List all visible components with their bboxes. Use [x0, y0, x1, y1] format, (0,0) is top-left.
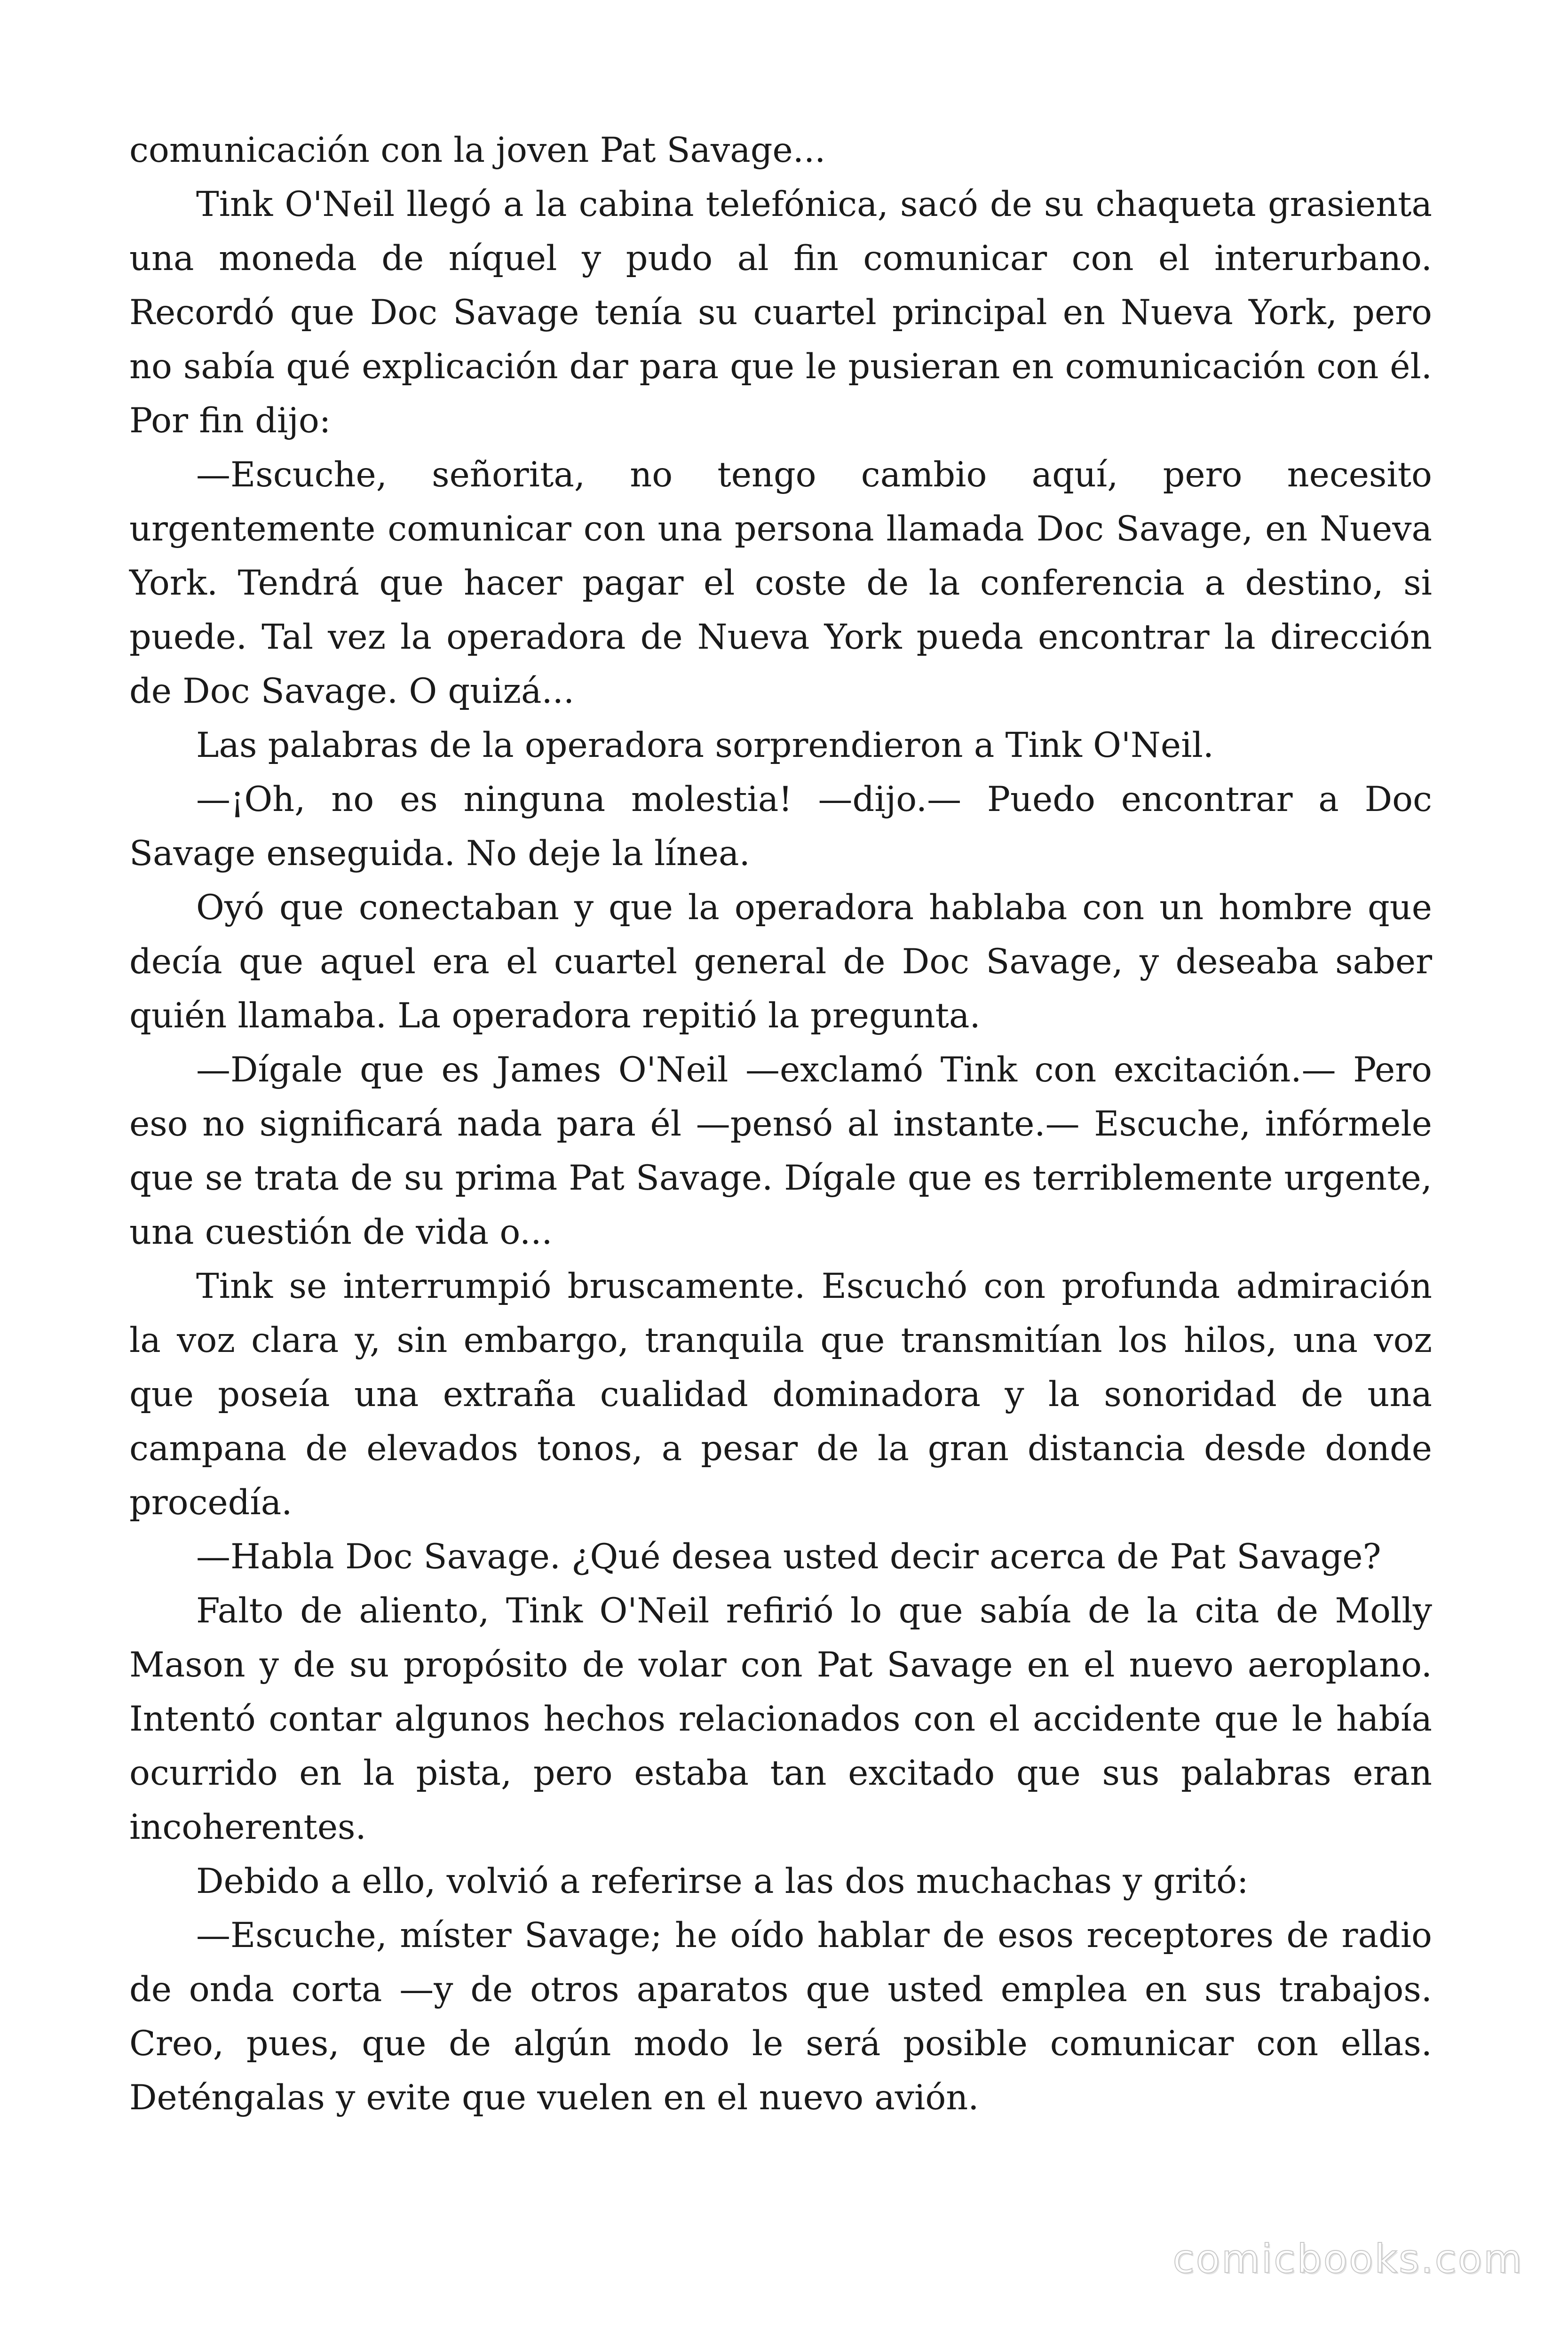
page-text: [129, 123, 1432, 2125]
paragraph: Las palabras de la operadora sorprendieron a Tink O'Neil.: [196, 725, 1214, 765]
paragraph: —Escuche, señorita, no tengo cambio aquí, pero necesito urgentemente comunicar con una persona llamada Doc Savage, en Nueva York. Tendrá que hacer pagar el coste de la conferencia a destino, si puede. Tal vez la operadora de Nueva York pueda encontrar la dirección de Doc Savage. O quizá...: [129, 455, 1432, 711]
paragraph: —Escuche, míster Savage; he oído hablar de esos receptores de radio de onda corta —y de otros aparatos que usted emplea en sus trabajos. Creo, pues, que de algún modo le será posible comunicar con ellas. Deténgalas y evite que vuelen en el nuevo avión.: [129, 1915, 1432, 2118]
paragraph: —Dígale que es James O'Neil —exclamó Tink con excitación.— Pero eso no significará nada para él —pensó al instante.— Escuche, infórmele que se trata de su prima Pat Savage. Dígale que es terriblemente urgente, una cuestión de vida o...: [129, 1050, 1432, 1252]
paragraph: comunicación con la joven Pat Savage...: [129, 130, 826, 170]
paragraph: Oyó que conectaban y que la operadora hablaba con un hombre que decía que aquel era el cuartel general de Doc Savage, y deseaba saber quién llamaba. La operadora repitió la pregunta.: [129, 888, 1432, 1036]
paragraph: —Habla Doc Savage. ¿Qué desea usted decir acerca de Pat Savage?: [196, 1537, 1381, 1577]
paragraph: Tink se interrumpió bruscamente. Escuchó con profunda admiración la voz clara y, sin embargo, tranquila que transmitían los hilos, una voz que poseía una extraña cualidad dominadora y la sonoridad de una campana de elevados tonos, a pesar de la gran distancia desde donde procedía.: [129, 1266, 1432, 1523]
watermark: comicbooks.com: [1172, 2236, 1523, 2282]
paragraph: Tink O'Neil llegó a la cabina telefónica, sacó de su chaqueta grasienta una moneda de níquel y pudo al fin comunicar con el interurbano. Recordó que Doc Savage tenía su cuartel principal en Nueva York, pero no sabía qué explicación dar para que le pusieran en comunicación con él. Por fin dijo:: [129, 184, 1432, 441]
paragraph: Falto de aliento, Tink O'Neil refirió lo que sabía de la cita de Molly Mason y de su propósito de volar con Pat Savage en el nuevo aeroplano. Intentó contar algunos hechos relacionados con el accidente que le había ocurrido en la pista, pero estaba tan excitado que sus palabras eran incoherentes.: [129, 1591, 1432, 1847]
paragraph: —¡Oh, no es ninguna molestia! —dijo.— Puedo encontrar a Doc Savage enseguida. No deje la línea.: [129, 779, 1432, 874]
paragraph: Debido a ello, volvió a referirse a las dos muchachas y gritó:: [196, 1861, 1249, 1901]
